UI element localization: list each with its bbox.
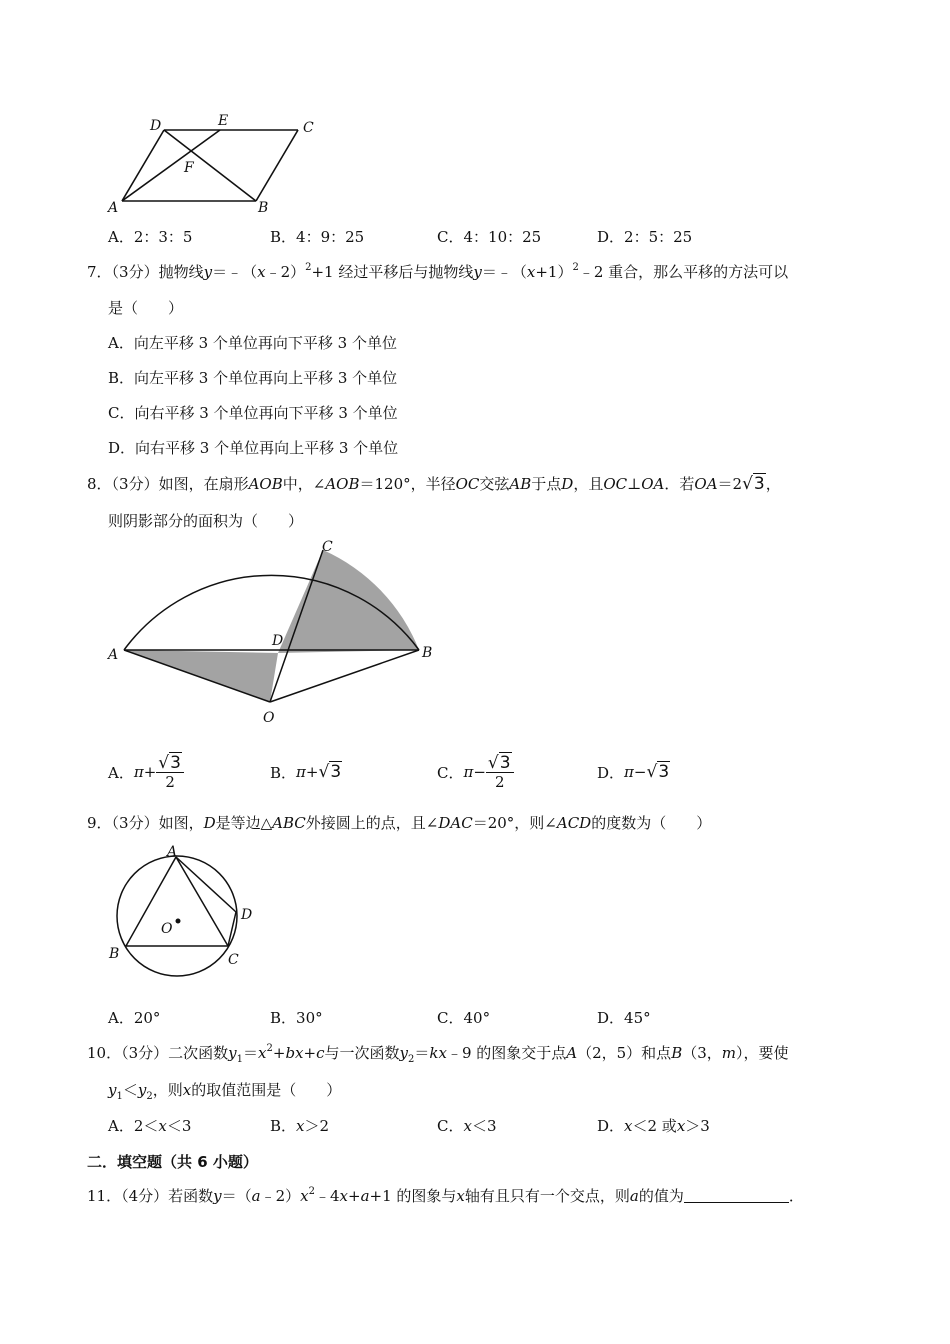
- q6-label-a: A: [108, 200, 119, 216]
- q6-label-f: F: [184, 160, 194, 176]
- q8-radius-ob: [270, 650, 419, 702]
- q7-option-a: A．向左平移 3 个单位再向下平移 3 个单位: [108, 334, 397, 352]
- q10-option-c-part: C．: [437, 1117, 464, 1135]
- q10-stem-part: ﹣9 的图象交于点: [446, 1044, 567, 1062]
- q10-stem-part: ），要使: [736, 1044, 789, 1062]
- q7-option-c: C．向右平移 3 个单位再向下平移 3 个单位: [108, 404, 398, 422]
- q11-stem-part: 的值为: [638, 1187, 684, 1205]
- q9-label-d: D: [241, 907, 253, 923]
- q6-segment-ae: [122, 130, 220, 201]
- q10-stem-line2-part: ＜: [122, 1081, 138, 1099]
- q8-option-b: B． π + √3: [270, 762, 342, 782]
- q8-option-c-part: C．: [437, 763, 464, 782]
- q8-stem-part: 中，∠: [282, 475, 326, 493]
- q8-label-b: B: [422, 645, 433, 661]
- q9-label-a: A: [167, 844, 178, 860]
- q6-option-b: B．4：9：25: [270, 228, 365, 246]
- q11-stem-part: +1 的图象与: [369, 1187, 457, 1205]
- q8-stem-part: 3: [753, 474, 765, 494]
- q11-stem-part: ﹣2）: [260, 1187, 301, 1205]
- q8-option-d-part: 3: [658, 762, 670, 782]
- q6-parallelogram-figure: [100, 110, 340, 220]
- q8-option-c: C． π − $\frac{√3}{2}$: [437, 752, 514, 792]
- q10-stem-line2-part: 的取值范围是（ ）: [191, 1081, 342, 1099]
- q6-label-b: B: [258, 200, 269, 216]
- q8-label-o: O: [263, 710, 275, 726]
- q8-label-a: A: [108, 647, 119, 663]
- q9-stem-part: ＝20°，则∠: [472, 814, 557, 832]
- q8-stem-part: OC: [455, 475, 480, 493]
- q7-option-d: D．向右平移 3 个单位再向上平移 3 个单位: [108, 439, 399, 457]
- q10-option-a: A．2＜x＜3: [108, 1117, 192, 1135]
- q7-stem-part: ﹣2 重合，那么平移的方法可以: [578, 263, 789, 281]
- q8-stem-part: 8．（3分）如图，在扇形: [87, 475, 249, 493]
- q7-stem-part: 7．（3分）抛物线: [87, 263, 204, 281]
- q10-option-a-part: ＜3: [166, 1117, 192, 1135]
- q8-shaded-sector-part: [278, 550, 419, 653]
- q9-circumcircle: [117, 856, 237, 976]
- q10-option-d: D．x＜2 或x＞3: [597, 1117, 710, 1135]
- q8-stem-line2: 则阴影部分的面积为（ ）: [108, 512, 304, 530]
- q11-stem-part: 11．（4分）若函数: [87, 1187, 214, 1205]
- q11-stem-part: 轴有且只有一个交点，则: [464, 1187, 630, 1205]
- q8-stem-part: ，且: [573, 475, 604, 493]
- q10-stem-part: 10．（3分）二次函数: [87, 1044, 229, 1062]
- q8-stem-part: ．若: [664, 475, 695, 493]
- q9-label-o: O: [161, 921, 173, 937]
- q8-stem-part: AOB: [325, 475, 360, 493]
- q8-stem: 8．（3分）如图，在扇形AOB中，∠AOB＝120°，半径OC交弦AB于点D，且OC⊥OA．若OA＝2√3，: [87, 474, 781, 494]
- q10-stem-part: +: [272, 1044, 286, 1062]
- q8-option-a-part: A．: [108, 763, 134, 782]
- q11-stem-part: ﹣4: [314, 1187, 340, 1205]
- q9-center-dot: [176, 919, 181, 924]
- q8-label-c: C: [322, 539, 333, 555]
- q9-option-b: B．30°: [270, 1009, 323, 1027]
- q10-option-a-part: A．2＜: [108, 1117, 159, 1135]
- q7-stem-part: ＝﹣（: [212, 263, 258, 281]
- q10-option-b-part: ＞2: [304, 1117, 330, 1135]
- q10-stem-line2: $y_1<y_2$，则x的取值范围是（ ）: [108, 1081, 342, 1102]
- q10-stem-part: 与一次函数: [324, 1044, 400, 1062]
- q9-option-a: A．20°: [108, 1009, 161, 1027]
- q9-stem-part: 是等边△: [215, 814, 273, 832]
- q8-stem-part: ⊥: [627, 475, 642, 493]
- q8-option-c-part: 3: [499, 752, 511, 773]
- q6-label-c: C: [303, 120, 314, 136]
- q11-stem-part: +: [348, 1187, 361, 1205]
- q7-option-b: B．向左平移 3 个单位再向上平移 3 个单位: [108, 369, 398, 387]
- q8-stem-part: OA: [694, 475, 718, 493]
- q9-segment-ad: [176, 857, 236, 912]
- q6-option-d: D．2：5：25: [597, 228, 693, 246]
- q8-sector-figure: [100, 535, 445, 730]
- q8-stem-part: AOB: [248, 475, 283, 493]
- q8-option-d-part: π: [624, 763, 634, 781]
- q8-stem-part: ，: [765, 475, 781, 493]
- q10-option-d-part: ＜2 或: [632, 1117, 677, 1135]
- q9-option-d: D．45°: [597, 1009, 651, 1027]
- q6-option-c: C．4：10：25: [437, 228, 542, 246]
- q6-diagonal-db: [164, 130, 256, 201]
- q8-option-a-part: +: [143, 763, 157, 781]
- q11-stem-part: ．: [788, 1187, 804, 1205]
- q6-side-cb: [256, 130, 298, 201]
- q10-option-b: B．x＞2: [270, 1117, 330, 1135]
- q9-label-c: C: [228, 952, 239, 968]
- q7-stem-part: ＝﹣（: [481, 263, 527, 281]
- q6-option-a: A．2：3：5: [108, 228, 193, 246]
- q9-stem: [87, 813, 711, 833]
- q8-stem-part: ＝120°，半径: [359, 475, 456, 493]
- q7-stem-part: +1 经过平移后与抛物线: [311, 263, 474, 281]
- q6-side-ad: [122, 130, 164, 201]
- q7-stem-part: +1）: [535, 263, 573, 281]
- q10-stem-part: （3，: [682, 1044, 722, 1062]
- q8-option-c-part: −: [473, 763, 486, 781]
- q8-stem-part: 于点: [531, 475, 562, 493]
- q8-option-c-part: 2: [494, 772, 505, 791]
- q10-stem-part: ＝: [243, 1044, 259, 1062]
- q10-option-d-part: D．: [597, 1117, 625, 1135]
- q10-option-c-part: ＜3: [471, 1117, 497, 1135]
- q8-stem-part: OC: [603, 475, 628, 493]
- q6-label-d: D: [150, 118, 162, 134]
- q8-stem-part: AB: [509, 475, 532, 493]
- q8-option-b-part: B．: [270, 763, 297, 782]
- q9-stem-part: DAC: [438, 814, 473, 832]
- q10-option-b-part: B．: [270, 1117, 297, 1135]
- q8-option-d-part: −: [633, 763, 647, 781]
- q9-side-ca: [176, 857, 228, 946]
- q8-option-b-part: π: [296, 763, 306, 781]
- q8-stem-part: OA: [641, 475, 665, 493]
- q10-stem-part: ＝: [414, 1044, 430, 1062]
- q10-stem-part: +: [303, 1044, 317, 1062]
- q8-label-d: D: [272, 633, 284, 649]
- q10-stem: 10．（3分）二次函数$y_1=x^2+bx+c$与一次函数$y_2=kx﹣9$ 的图象交于点A（2，5）和点B（3，m），要使: [87, 1043, 789, 1065]
- q8-option-b-part: +: [305, 763, 319, 781]
- q8-option-b-part: 3: [330, 762, 342, 782]
- q10-option-c: C．x＜3: [437, 1117, 497, 1135]
- q8-option-a-part: 3: [170, 752, 181, 773]
- q10-stem-line2-part: ，则: [152, 1081, 183, 1099]
- q11-answer-blank[interactable]: [684, 1188, 789, 1203]
- q8-option-d: D． π − √3: [597, 762, 670, 782]
- q9-stem-part: ABC: [272, 814, 306, 832]
- q8-stem-part: D: [561, 475, 574, 493]
- q9-circle-figure: [100, 840, 270, 980]
- section-2-title: 二．填空题（共 6 小题）: [87, 1153, 258, 1171]
- q9-stem-part: 9．（3分）如图，: [87, 814, 204, 832]
- q7-stem-part: ﹣2）: [265, 263, 306, 281]
- q7-stem-line2: 是（ ）: [108, 299, 184, 317]
- q8-option-d-part: D．: [597, 763, 625, 782]
- q11-stem: 11．（4分）若函数$y=(a﹣2)x^2﹣4x+a+1$ 的图象与x轴有且只有一个交点，则a的值为 ．: [87, 1186, 804, 1205]
- q6-label-e: E: [218, 113, 229, 129]
- q9-stem-part: ACD: [556, 814, 592, 832]
- q9-stem-part: 的度数为（ ）: [591, 814, 712, 832]
- q11-stem-part: ＝（: [221, 1187, 252, 1205]
- q8-option-a-part: π: [133, 763, 144, 781]
- q9-stem-part: 外接圆上的点，且∠: [305, 814, 439, 832]
- q10-stem-part: （2，5）和点: [577, 1044, 672, 1062]
- q8-option-c-part: π: [463, 763, 474, 781]
- q8-stem-part: ＝2: [717, 475, 743, 493]
- q9-label-b: B: [109, 946, 120, 962]
- q8-stem-part: 交弦: [479, 475, 510, 493]
- q8-option-a: A． π + $\frac{√3}{2}$: [108, 752, 184, 792]
- q7-stem: 7．（3分）抛物线y＝﹣（x﹣2）$^2$+1 经过平移后与抛物线$y=﹣(x+1)^2﹣2$ 重合，那么平移的方法可以: [87, 262, 789, 281]
- q9-option-c: C．40°: [437, 1009, 491, 1027]
- q9-stem-part: D: [203, 814, 216, 832]
- q10-option-d-part: ＞3: [685, 1117, 710, 1135]
- q8-option-a-part: 2: [165, 772, 175, 791]
